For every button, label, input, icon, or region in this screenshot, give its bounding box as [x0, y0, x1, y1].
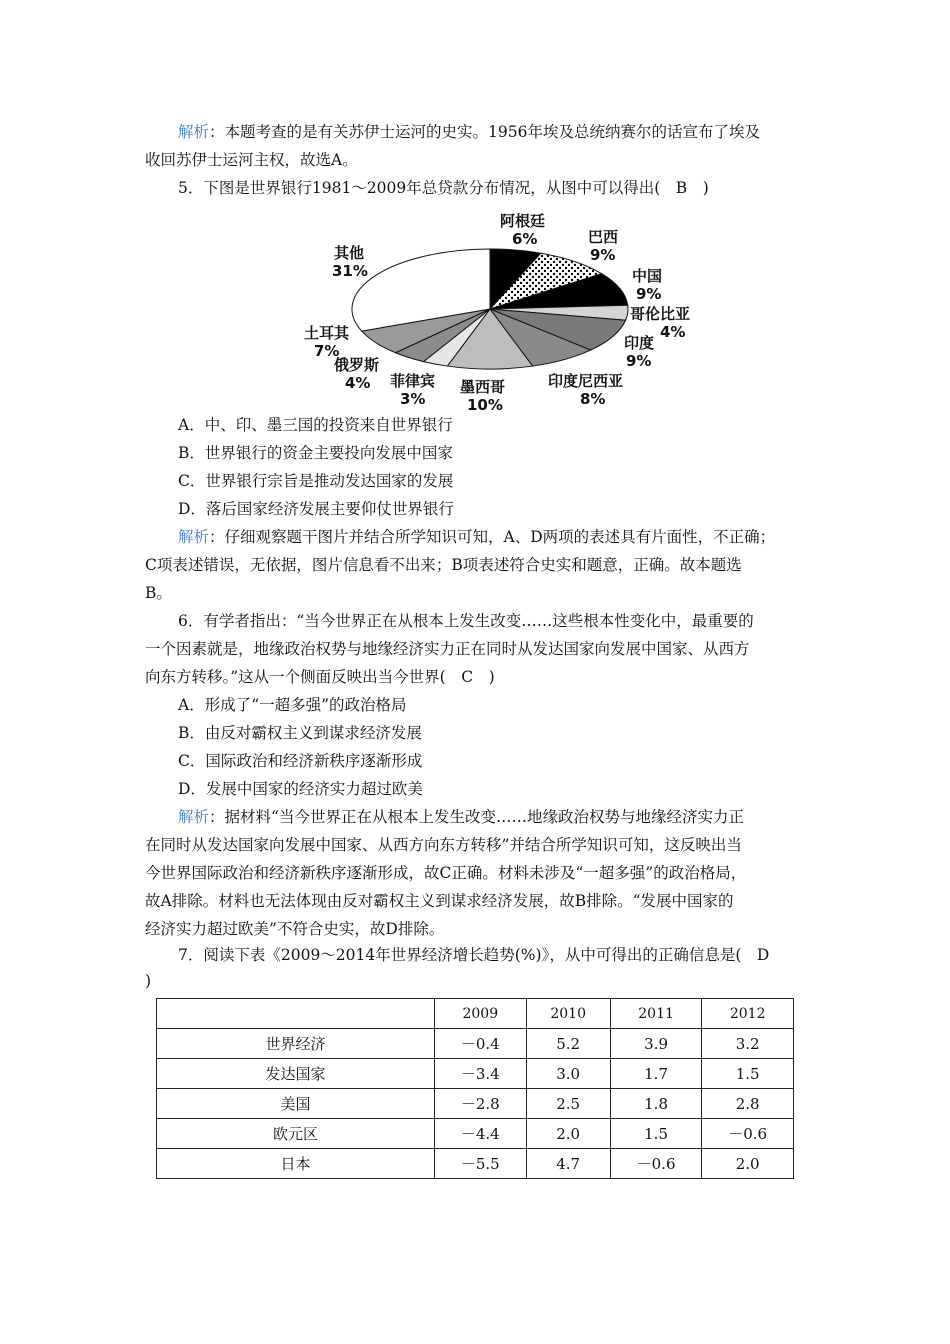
label-india-value: 9%: [626, 352, 652, 370]
q6-stem-line-3: 向东方转移。”这从一个侧面反映出当今世界( C ): [145, 668, 495, 686]
label-indonesia-value: 8%: [580, 390, 606, 408]
table-row: [157, 1119, 794, 1149]
label-turkey-value: 7%: [314, 342, 340, 360]
label-russia-value: 4%: [345, 374, 371, 392]
table-cell: －0.6: [610, 1149, 702, 1179]
label-philippines-name: 菲律宾: [390, 372, 436, 390]
table-cell: －3.4: [435, 1059, 527, 1089]
label-brazil-value: 9%: [590, 246, 616, 264]
label-china-name: 中国: [632, 267, 663, 285]
table-cell: －0.6: [702, 1119, 794, 1149]
table-cell: －5.5: [435, 1149, 527, 1179]
q6-option-c: C．国际政治和经济新秩序逐渐形成: [178, 752, 423, 770]
label-indonesia-name: 印度尼西亚: [548, 372, 624, 390]
table-header-row: [157, 999, 794, 1029]
pie-slices: [352, 249, 628, 369]
analysis-text: ：仔细观察题干图片并结合所学知识可知，A、D两项的表述具有片面性，不正确；: [209, 528, 776, 546]
header-cell: 2010: [526, 999, 610, 1029]
table-cell: 1.8: [610, 1089, 702, 1119]
table-cell: 2.8: [702, 1089, 794, 1119]
table-cell: －4.4: [435, 1119, 527, 1149]
header-cell: 2011: [610, 999, 702, 1029]
row-label: 日本: [157, 1149, 435, 1179]
q5-analysis-line-1: [178, 526, 838, 548]
table-cell: 2.0: [526, 1119, 610, 1149]
table-row: [157, 1059, 794, 1089]
label-philippines-value: 3%: [400, 390, 426, 408]
q4-analysis-line-1: [178, 121, 838, 143]
q5-analysis-line-2: C项表述错误，无依据，图片信息看不出来；B项表述符合史实和题意，正确。故本题选: [145, 556, 742, 574]
label-other-value: 31%: [332, 262, 368, 280]
q7-stem-line-2: ): [145, 972, 152, 990]
q6-stem-line-1: 6．有学者指出：“当今世界正在从根本上发生改变……这些根本性变化中，最重要的: [178, 612, 754, 630]
label-other-name: 其他: [334, 244, 365, 262]
q7-stem-line-1: 7．阅读下表《2009～2014年世界经济增长趋势(%)》，从中可得出的正确信息是( D: [178, 946, 770, 964]
q6-analysis-line-5: 经济实力超过欧美”不符合史实，故D排除。: [145, 920, 445, 938]
table-cell: 5.2: [526, 1029, 610, 1059]
table-cell: 4.7: [526, 1149, 610, 1179]
table-cell: 1.7: [610, 1059, 702, 1089]
table-cell: －0.4: [435, 1029, 527, 1059]
analysis-text: ：本题考查的是有关苏伊士运河的史实。1956年埃及总统纳赛尔的话宣布了埃及: [209, 123, 760, 141]
label-argentina-value: 6%: [512, 230, 538, 248]
header-cell: 2009: [435, 999, 527, 1029]
label-turkey-name: 土耳其: [304, 324, 350, 342]
table-cell: 2.0: [702, 1149, 794, 1179]
row-label: 美国: [157, 1089, 435, 1119]
table-cell: 1.5: [702, 1059, 794, 1089]
table-cell: 3.0: [526, 1059, 610, 1089]
q5-option-b: B．世界银行的资金主要投向发展中国家: [178, 444, 453, 462]
q5-option-d: D．落后国家经济发展主要仰仗世界银行: [178, 500, 454, 518]
q5-stem: 5．下图是世界银行1981～2009年总贷款分布情况，从图中可以得出( B ): [178, 179, 709, 197]
q6-analysis-line-4: 故A排除。材料也无法体现由反对霸权主义到谋求经济发展，故B排除。“发展中国家的: [145, 892, 734, 910]
label-russia-name: 俄罗斯: [334, 356, 380, 374]
label-brazil-name: 巴西: [588, 228, 619, 246]
loan-distribution-pie-chart: [300, 206, 720, 414]
q6-option-a: A．形成了“一超多强”的政治格局: [178, 696, 407, 714]
table-row: [157, 1149, 794, 1179]
q6-option-d: D．发展中国家的经济实力超过欧美: [178, 780, 423, 798]
table-cell: 1.5: [610, 1119, 702, 1149]
label-india-name: 印度: [624, 334, 655, 352]
table-cell: －2.8: [435, 1089, 527, 1119]
q6-analysis-line-3: 今世界国际政治和经济新秩序逐渐形成，故C正确。材料未涉及“一超多强”的政治格局，: [145, 864, 747, 882]
row-label: 世界经济: [157, 1029, 435, 1059]
analysis-label: 解析: [178, 528, 210, 546]
label-colombia-name: 哥伦比亚: [630, 305, 691, 323]
table-cell: 3.2: [702, 1029, 794, 1059]
row-label: 欧元区: [157, 1119, 435, 1149]
analysis-text: ：据材料“当今世界正在从根本上发生改变……地缘政治权势与地缘经济实力正: [209, 808, 744, 826]
q5-option-a: A．中、印、墨三国的投资来自世界银行: [178, 416, 453, 434]
table-row: [157, 1089, 794, 1119]
row-label: 发达国家: [157, 1059, 435, 1089]
analysis-label: 解析: [178, 123, 210, 141]
q6-analysis-line-1: [178, 806, 838, 828]
table-cell: 3.9: [610, 1029, 702, 1059]
label-mexico-name: 墨西哥: [460, 378, 506, 396]
q6-analysis-line-2: 在同时从发达国家向发展中国家、从西方向东方转移”并结合所学知识可知，这反映出当: [145, 836, 742, 854]
header-cell: [157, 999, 435, 1029]
q6-stem-line-2: 一个因素就是，地缘政治权势与地缘经济实力正在同时从发达国家向发展中国家、从西方: [145, 640, 750, 658]
q4-analysis-line-2: 收回苏伊士运河主权，故选A。: [145, 151, 358, 169]
label-argentina-name: 阿根廷: [500, 212, 546, 230]
analysis-label: 解析: [178, 808, 210, 826]
label-mexico-value: 10%: [467, 396, 503, 414]
q6-option-b: B．由反对霸权主义到谋求经济发展: [178, 724, 422, 742]
q5-analysis-line-3: B。: [145, 584, 172, 602]
table-cell: 2.5: [526, 1089, 610, 1119]
table-row: [157, 1029, 794, 1059]
growth-table: [156, 998, 794, 1179]
header-cell: 2012: [702, 999, 794, 1029]
q5-option-c: C．世界银行宗旨是推动发达国家的发展: [178, 472, 454, 490]
label-colombia-value: 4%: [660, 323, 686, 341]
label-china-value: 9%: [636, 285, 662, 303]
